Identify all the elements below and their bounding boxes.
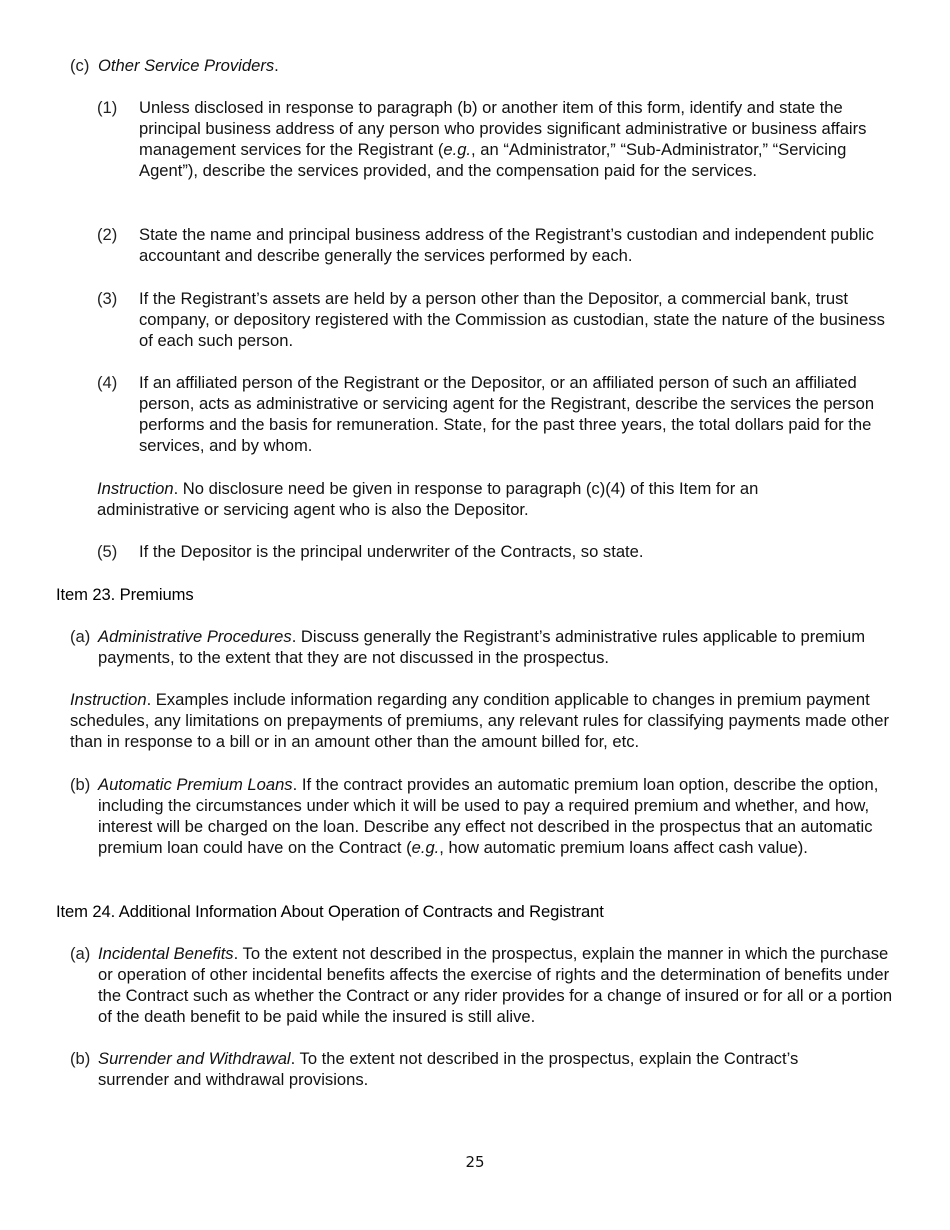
c-item-2-text: State the name and principal business address of the Registrant’s custodian and independent public accountant and describe generally the services performed by each. bbox=[139, 225, 874, 265]
item-23-b bbox=[70, 774, 895, 858]
c-instruction-label: Instruction bbox=[97, 479, 174, 498]
c-item-3-number: (3) bbox=[97, 289, 118, 308]
c-instruction bbox=[97, 478, 857, 520]
c-item-2 bbox=[97, 224, 897, 266]
item-24-b bbox=[70, 1048, 870, 1090]
c-item-4 bbox=[97, 372, 897, 456]
item-23-heading: Item 23. Premiums bbox=[56, 585, 194, 604]
item-24-b-text: Surrender and Withdrawal. To the extent not described in the prospectus, explain the Contract’s surrender and withdrawal provisions. bbox=[98, 1049, 799, 1089]
item-23-instruction bbox=[70, 689, 890, 752]
c-item-4-number: (4) bbox=[97, 373, 118, 392]
item-24-a-label: (a) bbox=[70, 944, 91, 963]
c-item-2-number: (2) bbox=[97, 225, 118, 244]
item-24-a-text: Incidental Benefits. To the extent not described in the prospectus, explain the manner in which the purchase or operation of other incidental benefits affects the exercise of rights and the determination of benefits under the Contract such as whether the Contract or any rider provides for a change of insured or for all or a portion of the death benefit to be paid while the insured is still alive. bbox=[98, 944, 893, 1026]
c-item-5-text: If the Depositor is the principal underwriter of the Contracts, so state. bbox=[139, 542, 644, 561]
c-item-5 bbox=[97, 541, 897, 562]
c-item-3-text: If the Registrant’s assets are held by a person other than the Depositor, a commercial bank, trust company, or depository registered with the Commission as custodian, state the nature of the business of each such person. bbox=[139, 289, 885, 350]
item-24-a bbox=[70, 943, 900, 1027]
page-number: 25 bbox=[465, 1153, 485, 1171]
item-23-a-label: (a) bbox=[70, 627, 91, 646]
document-page: (c) Other Service Providers. (1) Unless disclosed in response to paragraph (b) or another item of this form, identify and state the principal business address of any person who provides significant administrative or business affairs management services for the Registrant (e.g., an “Administrator,” “Sub-Administrator,” “Servicing Agent”), describe the services provided, and the compensation paid for the services. (2) State the name and principal business address of the Registrant’s custodian and independent public accountant and describe generally the services performed by each. (3) If the Registrant’s assets are held by a person other than the Depositor, a commercial bank, trust company, or depository registered with the Commission as custodian, state the nature of the business of each such person. (4) If an affiliated person of the Registrant or the Depositor, or an affiliated person of such an affiliated person, acts as administrative or servicing agent for the Registrant, describe the services the person performs and the basis for remuneration. State, for the past three years, the total dollars paid for the services, and by whom. Instruction. No disclosure need be given in response to paragraph (c)(4) of this Item for an administrative or servicing agent who is also the Depositor. (5) If the Depositor is the principal underwriter of the Contracts, so state. Item 23. Premiums (a) Administrative Procedures. Discuss generally the Registrant’s administrative rules applicable to premium payments, to the extent that they are not discussed in the prospectus. Instruction. Examples include information regarding any condition applicable to changes in premium payment schedules, any limitations on prepayments of premiums, any relevant rules for classifying payments made other than in response to a bill or in an amount other than the amount billed for, etc. (b) Automatic Premium Loans. If the contract provides an automatic premium loan option, describe the option, including the circumstances under which it will be used to pay a required premium and whether, and how, interest will be charged on the loan. Describe any effect not described in the prospectus that an automatic premium loan could have on the Contract (e.g., how automatic premium loans affect cash value). Item 24. Additional Information About Operation of Contracts and Registrant (a) Incidental Benefits. To the extent not described in the prospectus, explain the manner in which the purchase or operation of other incidental benefits affects the exercise of rights and the determination of benefits under the Contract such as whether the Contract or any rider provides for a change of insured or for all or a portion of the death benefit to be paid while the insured is still alive. (b) Surrender and Withdrawal. To the extent not described in the prospectus, explain the Contract’s surrender and withdrawal provisions. 25 bbox=[0, 0, 950, 1230]
c-item-3 bbox=[97, 288, 897, 351]
c-item-1-number: (1) bbox=[97, 98, 118, 117]
c-item-1-text: Unless disclosed in response to paragraph (b) or another item of this form, identify and state the principal business address of any person who provides significant administrative or business affairs management services for the Registrant (e.g., an “Administrator,” “Sub-Administrator,” “Servicing Agent”), describe the services provided, and the compensation paid for the services. bbox=[139, 98, 867, 180]
section-c-label: (c) bbox=[70, 56, 90, 75]
item-23-a bbox=[70, 626, 870, 668]
c-item-5-number: (5) bbox=[97, 542, 118, 561]
item-24-b-label: (b) bbox=[70, 1049, 91, 1068]
item-23-a-text: Administrative Procedures. Discuss generally the Registrant’s administrative rules applicable to premium payments, to the extent that they are not discussed in the prospectus. bbox=[98, 627, 866, 667]
section-c-title: Other Service Providers bbox=[98, 56, 275, 75]
item-23-instruction-text: . Examples include information regarding any condition applicable to changes in premium payment schedules, any limitations on prepayments of premiums, any relevant rules for classifying payments made other than in response to a bill or in an amount other than the amount billed for, etc. bbox=[70, 690, 890, 751]
c-instruction-text: . No disclosure need be given in response to paragraph (c)(4) of this Item for an administrative or servicing agent who is also the Depositor. bbox=[97, 479, 759, 519]
c-item-4-text: If an affiliated person of the Registrant or the Depositor, or an affiliated person of such an affiliated person, acts as administrative or servicing agent for the Registrant, describe the services the person performs and the basis for remuneration. State, for the past three years, the total dollars paid for the services, and by whom. bbox=[139, 373, 875, 455]
item-23-b-text: Automatic Premium Loans. If the contract provides an automatic premium loan option, describe the option, including the circumstances under which it will be used to pay a required premium and whether, and how, interest will be charged on the loan. Describe any effect not described in the prospectus that an automatic premium loan could have on the Contract (e.g., how automatic premium loans affect cash value). bbox=[98, 775, 879, 857]
item-24-heading: Item 24. Additional Information About Operation of Contracts and Registrant bbox=[56, 902, 604, 921]
item-23-b-label: (b) bbox=[70, 775, 91, 794]
item-23-instruction-label: Instruction bbox=[70, 690, 147, 709]
c-item-1 bbox=[97, 97, 897, 181]
